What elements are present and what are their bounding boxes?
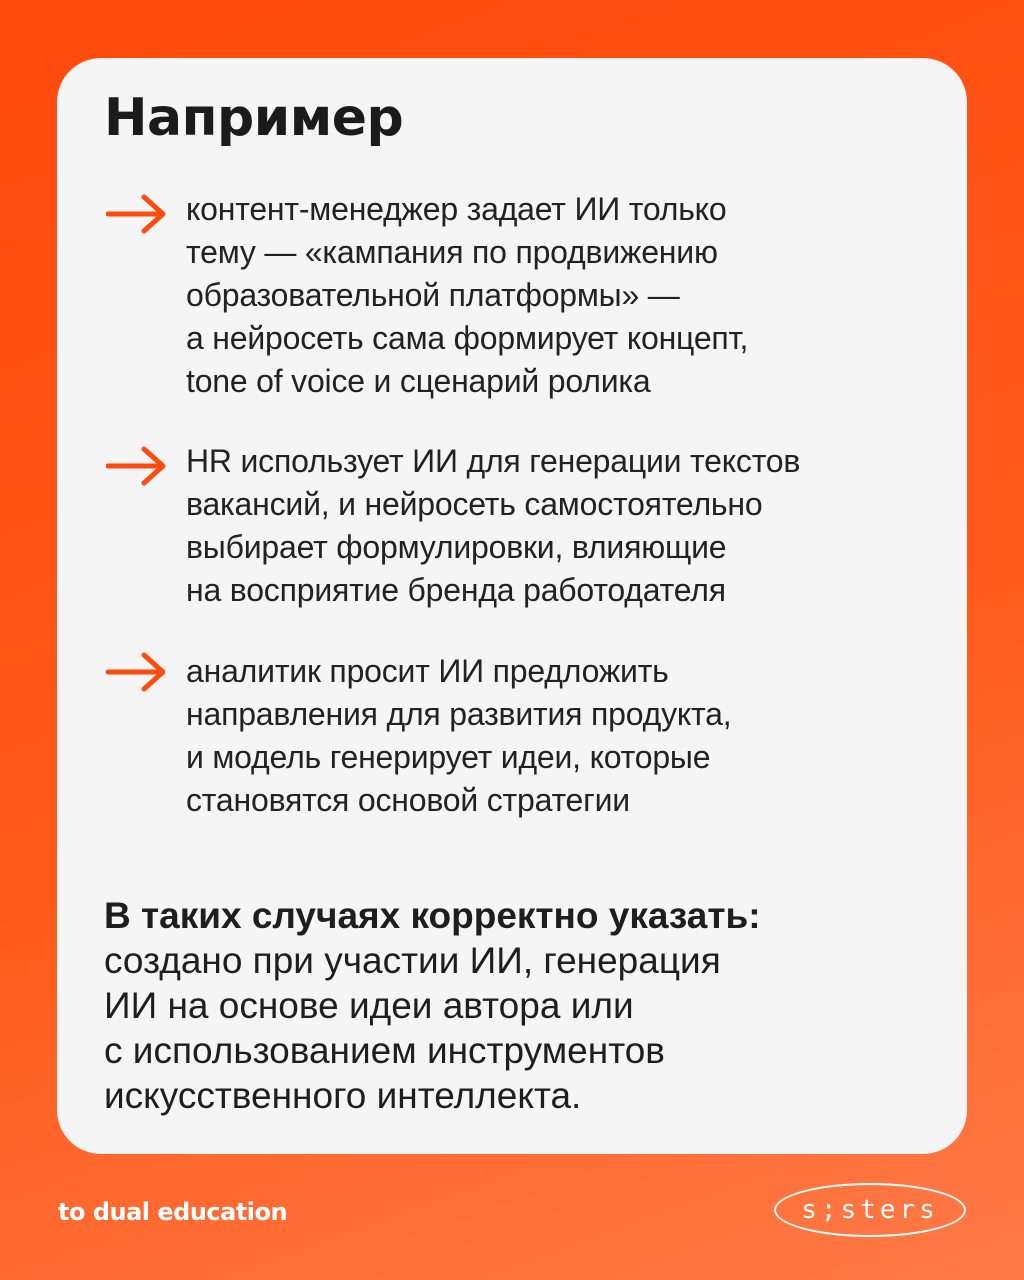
logo-text: s;sters bbox=[801, 1195, 939, 1225]
list-item-text: HR использует ИИ для генерации текстов вакансий, и нейросеть самостоятельно выбирает формулировки, влияющие на восприятие бренда работодателя bbox=[186, 443, 801, 608]
arrow-right-icon bbox=[106, 194, 168, 234]
page-title: Например bbox=[104, 88, 404, 148]
arrow-right-icon bbox=[106, 652, 168, 692]
list-item-text: аналитик просит ИИ предложить направления для развития продукта, и модель генерирует идеи, которые становятся основой стратегии bbox=[186, 653, 732, 818]
list-item-text: контент-менеджер задает ИИ только тему — «кампания по продвижению образовательной платформы» — а нейросеть сама формирует концепт, tone of voice и сценарий ролика bbox=[186, 191, 749, 399]
footer-tagline: to dual education bbox=[58, 1198, 288, 1226]
conclusion bbox=[104, 893, 924, 1118]
sisters-logo bbox=[774, 1183, 966, 1237]
conclusion-body: создано при участии ИИ, генерация ИИ на основе идеи автора или с использованием инструментов искусственного интеллекта. bbox=[104, 940, 721, 1116]
conclusion-heading: В таких случаях корректно указать: bbox=[104, 895, 761, 936]
arrow-right-icon bbox=[106, 446, 168, 486]
